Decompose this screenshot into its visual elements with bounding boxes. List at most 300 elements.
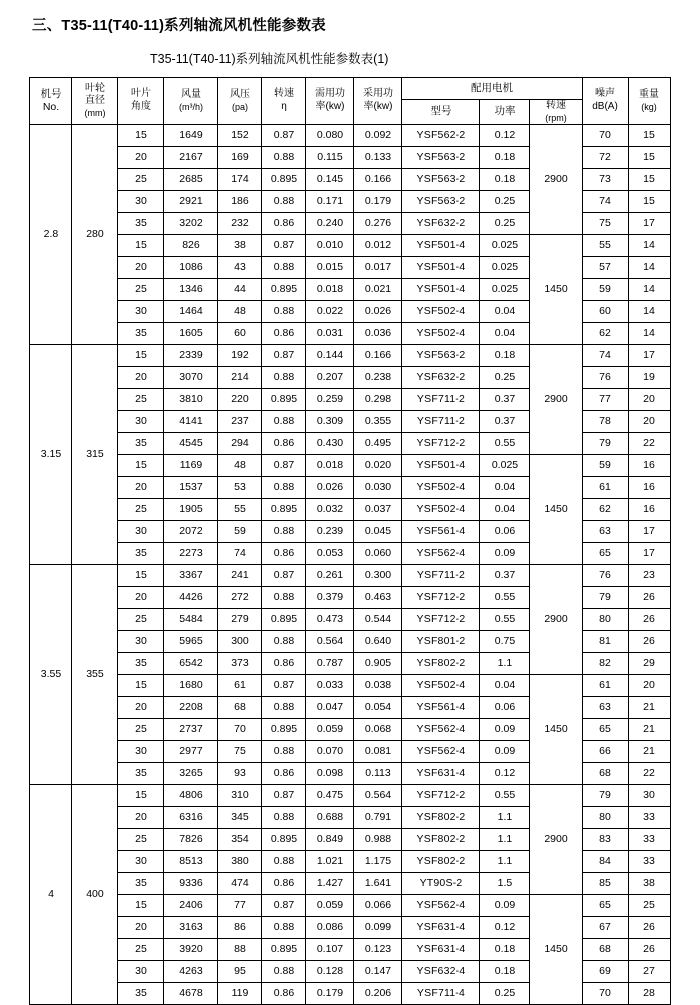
cell-motor-power: 0.04 (480, 498, 530, 520)
cell-required-power: 0.080 (306, 124, 354, 146)
cell-blade-angle: 15 (118, 564, 164, 586)
cell-pressure: 354 (218, 828, 262, 850)
cell-motor-model: YSF801-2 (402, 630, 480, 652)
cell-blade-angle: 25 (118, 608, 164, 630)
cell-motor-model: YSF562-4 (402, 740, 480, 762)
cell-noise: 82 (582, 652, 628, 674)
cell-noise: 63 (582, 696, 628, 718)
cell-efficiency: 0.87 (262, 234, 306, 256)
cell-adopted-power: 0.179 (354, 190, 402, 212)
cell-noise: 73 (582, 168, 628, 190)
cell-pressure: 53 (218, 476, 262, 498)
cell-noise: 68 (582, 762, 628, 784)
cell-flow: 5484 (164, 608, 218, 630)
cell-blade-angle: 30 (118, 520, 164, 542)
header-motor-model: 型号 (402, 100, 480, 125)
cell-blade-angle: 35 (118, 872, 164, 894)
cell-noise: 63 (582, 520, 628, 542)
cell-adopted-power: 0.113 (354, 762, 402, 784)
header-blade-angle-line1: 叶片 (130, 88, 151, 100)
cell-flow: 3367 (164, 564, 218, 586)
cell-weight: 26 (628, 608, 670, 630)
cell-noise: 74 (582, 190, 628, 212)
cell-pressure: 186 (218, 190, 262, 212)
cell-pressure: 279 (218, 608, 262, 630)
cell-motor-power: 1.1 (480, 828, 530, 850)
cell-efficiency: 0.88 (262, 960, 306, 982)
cell-required-power: 0.379 (306, 586, 354, 608)
cell-motor-power: 0.18 (480, 938, 530, 960)
cell-motor-model: YSF501-4 (402, 454, 480, 476)
cell-required-power: 0.070 (306, 740, 354, 762)
cell-weight: 33 (628, 806, 670, 828)
cell-adopted-power: 0.036 (354, 322, 402, 344)
fan-performance-table (29, 77, 670, 1005)
cell-blade-angle: 30 (118, 630, 164, 652)
cell-motor-power: 0.04 (480, 322, 530, 344)
cell-adopted-power: 0.037 (354, 498, 402, 520)
cell-flow: 1680 (164, 674, 218, 696)
cell-weight: 33 (628, 828, 670, 850)
cell-required-power: 0.430 (306, 432, 354, 454)
cell-motor-power: 0.25 (480, 366, 530, 388)
table-header-row-1 (30, 78, 670, 100)
cell-motor-model: YSF632-2 (402, 366, 480, 388)
cell-motor-power: 0.04 (480, 476, 530, 498)
cell-motor-power: 0.025 (480, 234, 530, 256)
cell-flow: 1537 (164, 476, 218, 498)
cell-model-no: 3.15 (30, 344, 72, 564)
cell-motor-model: YSF502-4 (402, 476, 480, 498)
cell-pressure: 380 (218, 850, 262, 872)
cell-adopted-power: 0.038 (354, 674, 402, 696)
cell-required-power: 0.098 (306, 762, 354, 784)
cell-efficiency: 0.895 (262, 498, 306, 520)
cell-blade-angle: 30 (118, 190, 164, 212)
cell-motor-power: 0.25 (480, 982, 530, 1004)
header-pressure (218, 78, 262, 125)
cell-adopted-power: 0.092 (354, 124, 402, 146)
cell-flow: 1905 (164, 498, 218, 520)
cell-blade-angle: 30 (118, 850, 164, 872)
table-row (30, 564, 670, 586)
cell-motor-model: YSF631-4 (402, 938, 480, 960)
cell-noise: 60 (582, 300, 628, 322)
cell-pressure: 232 (218, 212, 262, 234)
cell-required-power: 0.128 (306, 960, 354, 982)
cell-flow: 1346 (164, 278, 218, 300)
cell-flow: 2737 (164, 718, 218, 740)
cell-blade-angle: 25 (118, 388, 164, 410)
table-row (30, 674, 670, 696)
cell-motor-rpm: 1450 (530, 234, 582, 344)
cell-required-power: 0.144 (306, 344, 354, 366)
table-row (30, 784, 670, 806)
cell-weight: 22 (628, 762, 670, 784)
cell-weight: 19 (628, 366, 670, 388)
cell-motor-power: 1.1 (480, 806, 530, 828)
cell-noise: 65 (582, 542, 628, 564)
cell-weight: 29 (628, 652, 670, 674)
cell-flow: 2977 (164, 740, 218, 762)
cell-motor-model: YSF631-4 (402, 916, 480, 938)
cell-motor-model: YSF802-2 (402, 828, 480, 850)
cell-motor-power: 0.55 (480, 608, 530, 630)
header-model-no-line1: 机号 (40, 87, 62, 100)
cell-pressure: 241 (218, 564, 262, 586)
cell-motor-model: YSF631-4 (402, 762, 480, 784)
cell-efficiency: 0.88 (262, 740, 306, 762)
cell-required-power: 0.259 (306, 388, 354, 410)
cell-weight: 20 (628, 388, 670, 410)
cell-efficiency: 0.88 (262, 850, 306, 872)
cell-adopted-power: 0.463 (354, 586, 402, 608)
cell-noise: 62 (582, 498, 628, 520)
cell-flow: 2208 (164, 696, 218, 718)
cell-required-power: 0.107 (306, 938, 354, 960)
cell-pressure: 38 (218, 234, 262, 256)
cell-noise: 67 (582, 916, 628, 938)
cell-noise: 76 (582, 564, 628, 586)
table-row (30, 454, 670, 476)
cell-efficiency: 0.88 (262, 586, 306, 608)
cell-weight: 15 (628, 124, 670, 146)
cell-pressure: 345 (218, 806, 262, 828)
cell-weight: 23 (628, 564, 670, 586)
cell-weight: 38 (628, 872, 670, 894)
cell-efficiency: 0.86 (262, 982, 306, 1004)
cell-blade-angle: 35 (118, 652, 164, 674)
cell-efficiency: 0.88 (262, 476, 306, 498)
cell-blade-angle: 30 (118, 300, 164, 322)
cell-weight: 14 (628, 322, 670, 344)
cell-efficiency: 0.88 (262, 190, 306, 212)
cell-noise: 83 (582, 828, 628, 850)
cell-adopted-power: 0.021 (354, 278, 402, 300)
cell-weight: 21 (628, 718, 670, 740)
cell-motor-power: 1.1 (480, 850, 530, 872)
cell-efficiency: 0.895 (262, 828, 306, 850)
cell-motor-model: YSF501-4 (402, 256, 480, 278)
cell-adopted-power: 0.066 (354, 894, 402, 916)
cell-adopted-power: 0.495 (354, 432, 402, 454)
cell-motor-power: 0.025 (480, 278, 530, 300)
header-efficiency (262, 78, 306, 125)
header-impeller-diameter-line2: 直径 (84, 95, 105, 107)
cell-blade-angle: 25 (118, 168, 164, 190)
header-motor-group: 配用电机 (402, 78, 582, 100)
cell-weight: 14 (628, 300, 670, 322)
cell-flow: 6542 (164, 652, 218, 674)
cell-pressure: 310 (218, 784, 262, 806)
cell-efficiency: 0.895 (262, 938, 306, 960)
cell-pressure: 214 (218, 366, 262, 388)
cell-pressure: 55 (218, 498, 262, 520)
cell-adopted-power: 0.298 (354, 388, 402, 410)
cell-weight: 14 (628, 234, 670, 256)
cell-weight: 25 (628, 894, 670, 916)
cell-noise: 77 (582, 388, 628, 410)
cell-motor-model: YSF802-2 (402, 806, 480, 828)
cell-adopted-power: 0.166 (354, 344, 402, 366)
cell-noise: 85 (582, 872, 628, 894)
cell-noise: 80 (582, 608, 628, 630)
cell-model-no: 2.8 (30, 124, 72, 344)
cell-adopted-power: 0.206 (354, 982, 402, 1004)
cell-noise: 61 (582, 674, 628, 696)
cell-adopted-power: 0.054 (354, 696, 402, 718)
cell-required-power: 0.240 (306, 212, 354, 234)
cell-blade-angle: 15 (118, 674, 164, 696)
cell-impeller-diameter: 315 (72, 344, 118, 564)
cell-required-power: 0.239 (306, 520, 354, 542)
cell-pressure: 61 (218, 674, 262, 696)
cell-motor-model: YSF501-4 (402, 278, 480, 300)
cell-flow: 2339 (164, 344, 218, 366)
cell-motor-power: 0.55 (480, 586, 530, 608)
cell-required-power: 0.015 (306, 256, 354, 278)
cell-pressure: 93 (218, 762, 262, 784)
cell-flow: 3163 (164, 916, 218, 938)
cell-pressure: 74 (218, 542, 262, 564)
cell-pressure: 60 (218, 322, 262, 344)
cell-impeller-diameter: 280 (72, 124, 118, 344)
cell-weight: 26 (628, 938, 670, 960)
cell-blade-angle: 15 (118, 894, 164, 916)
cell-pressure: 43 (218, 256, 262, 278)
header-adopted-power (354, 78, 402, 125)
cell-flow: 4806 (164, 784, 218, 806)
cell-required-power: 0.032 (306, 498, 354, 520)
cell-motor-power: 0.025 (480, 256, 530, 278)
cell-efficiency: 0.86 (262, 212, 306, 234)
cell-noise: 59 (582, 454, 628, 476)
cell-efficiency: 0.86 (262, 322, 306, 344)
cell-motor-model: YSF562-4 (402, 894, 480, 916)
cell-adopted-power: 0.166 (354, 168, 402, 190)
cell-required-power: 0.115 (306, 146, 354, 168)
header-noise-label: 噪声 (595, 88, 615, 100)
cell-pressure: 59 (218, 520, 262, 542)
cell-flow: 2072 (164, 520, 218, 542)
cell-adopted-power: 0.300 (354, 564, 402, 586)
cell-weight: 26 (628, 586, 670, 608)
header-pressure-unit: (pa) (231, 101, 248, 112)
cell-required-power: 0.033 (306, 674, 354, 696)
cell-noise: 79 (582, 586, 628, 608)
header-flow-label: 风量 (180, 89, 201, 100)
cell-impeller-diameter: 355 (72, 564, 118, 784)
cell-motor-model: YSF802-2 (402, 652, 480, 674)
cell-flow: 2273 (164, 542, 218, 564)
cell-efficiency: 0.87 (262, 454, 306, 476)
cell-blade-angle: 30 (118, 410, 164, 432)
header-model-no (30, 78, 72, 125)
cell-noise: 68 (582, 938, 628, 960)
cell-blade-angle: 20 (118, 586, 164, 608)
table-row (30, 234, 670, 256)
cell-blade-angle: 20 (118, 696, 164, 718)
cell-blade-angle: 20 (118, 256, 164, 278)
cell-required-power: 0.059 (306, 894, 354, 916)
cell-blade-angle: 15 (118, 234, 164, 256)
cell-noise: 75 (582, 212, 628, 234)
cell-adopted-power: 0.068 (354, 718, 402, 740)
cell-adopted-power: 0.640 (354, 630, 402, 652)
cell-blade-angle: 35 (118, 762, 164, 784)
cell-motor-power: 0.37 (480, 388, 530, 410)
cell-motor-power: 0.06 (480, 520, 530, 542)
cell-model-no: 3.55 (30, 564, 72, 784)
cell-weight: 26 (628, 916, 670, 938)
cell-weight: 16 (628, 454, 670, 476)
cell-pressure: 75 (218, 740, 262, 762)
cell-motor-power: 0.09 (480, 718, 530, 740)
cell-blade-angle: 35 (118, 432, 164, 454)
cell-weight: 14 (628, 256, 670, 278)
cell-pressure: 294 (218, 432, 262, 454)
cell-motor-model: YSF562-4 (402, 718, 480, 740)
cell-weight: 17 (628, 542, 670, 564)
cell-noise: 70 (582, 982, 628, 1004)
cell-pressure: 474 (218, 872, 262, 894)
cell-adopted-power: 0.081 (354, 740, 402, 762)
cell-flow: 826 (164, 234, 218, 256)
cell-weight: 15 (628, 146, 670, 168)
cell-flow: 1605 (164, 322, 218, 344)
cell-required-power: 0.207 (306, 366, 354, 388)
cell-required-power: 1.021 (306, 850, 354, 872)
cell-efficiency: 0.87 (262, 674, 306, 696)
cell-motor-model: YSF562-2 (402, 124, 480, 146)
cell-efficiency: 0.86 (262, 762, 306, 784)
cell-blade-angle: 20 (118, 476, 164, 498)
cell-noise: 62 (582, 322, 628, 344)
cell-motor-rpm: 2900 (530, 124, 582, 234)
cell-motor-model: YSF502-4 (402, 498, 480, 520)
cell-weight: 21 (628, 740, 670, 762)
cell-motor-model: YSF632-4 (402, 960, 480, 982)
cell-pressure: 70 (218, 718, 262, 740)
header-blade-angle-line2: 角度 (130, 100, 151, 112)
cell-motor-rpm: 2900 (530, 564, 582, 674)
cell-motor-power: 1.5 (480, 872, 530, 894)
cell-noise: 66 (582, 740, 628, 762)
cell-required-power: 0.086 (306, 916, 354, 938)
cell-required-power: 0.688 (306, 806, 354, 828)
cell-weight: 17 (628, 344, 670, 366)
cell-noise: 80 (582, 806, 628, 828)
cell-motor-power: 0.04 (480, 300, 530, 322)
cell-efficiency: 0.895 (262, 168, 306, 190)
cell-flow: 9336 (164, 872, 218, 894)
cell-flow: 1086 (164, 256, 218, 278)
cell-flow: 3920 (164, 938, 218, 960)
cell-required-power: 1.427 (306, 872, 354, 894)
cell-motor-power: 0.18 (480, 960, 530, 982)
cell-pressure: 272 (218, 586, 262, 608)
cell-required-power: 0.010 (306, 234, 354, 256)
header-motor-rpm (530, 100, 582, 125)
cell-blade-angle: 30 (118, 740, 164, 762)
cell-motor-model: YSF502-4 (402, 674, 480, 696)
cell-flow: 4678 (164, 982, 218, 1004)
cell-adopted-power: 0.020 (354, 454, 402, 476)
cell-noise: 57 (582, 256, 628, 278)
table-caption: T35-11(T40-11)系列轴流风机性能参数表(1) (150, 52, 389, 66)
cell-flow: 1464 (164, 300, 218, 322)
cell-adopted-power: 0.017 (354, 256, 402, 278)
cell-required-power: 0.145 (306, 168, 354, 190)
cell-required-power: 0.473 (306, 608, 354, 630)
header-weight-label: 重量 (639, 89, 659, 100)
header-blade-angle (118, 78, 164, 125)
cell-required-power: 0.031 (306, 322, 354, 344)
cell-blade-angle: 15 (118, 344, 164, 366)
cell-adopted-power: 0.045 (354, 520, 402, 542)
cell-motor-rpm: 2900 (530, 784, 582, 894)
cell-pressure: 95 (218, 960, 262, 982)
cell-efficiency: 0.87 (262, 784, 306, 806)
cell-adopted-power: 0.988 (354, 828, 402, 850)
cell-weight: 33 (628, 850, 670, 872)
cell-motor-model: YSF802-2 (402, 850, 480, 872)
cell-adopted-power: 0.791 (354, 806, 402, 828)
cell-blade-angle: 25 (118, 828, 164, 850)
cell-pressure: 88 (218, 938, 262, 960)
cell-flow: 2921 (164, 190, 218, 212)
cell-motor-power: 0.09 (480, 894, 530, 916)
cell-pressure: 119 (218, 982, 262, 1004)
cell-required-power: 0.309 (306, 410, 354, 432)
cell-adopted-power: 1.641 (354, 872, 402, 894)
cell-motor-power: 0.12 (480, 124, 530, 146)
cell-pressure: 174 (218, 168, 262, 190)
cell-adopted-power: 0.060 (354, 542, 402, 564)
cell-efficiency: 0.87 (262, 564, 306, 586)
cell-noise: 55 (582, 234, 628, 256)
cell-noise: 61 (582, 476, 628, 498)
cell-weight: 22 (628, 432, 670, 454)
cell-noise: 70 (582, 124, 628, 146)
cell-noise: 74 (582, 344, 628, 366)
cell-adopted-power: 0.012 (354, 234, 402, 256)
cell-pressure: 192 (218, 344, 262, 366)
cell-weight: 16 (628, 476, 670, 498)
cell-noise: 81 (582, 630, 628, 652)
cell-efficiency: 0.895 (262, 608, 306, 630)
cell-flow: 1649 (164, 124, 218, 146)
header-motor-rpm-unit: (rpm) (545, 112, 567, 123)
cell-motor-power: 0.37 (480, 410, 530, 432)
table-row (30, 344, 670, 366)
cell-flow: 2685 (164, 168, 218, 190)
cell-blade-angle: 20 (118, 366, 164, 388)
cell-flow: 4263 (164, 960, 218, 982)
cell-pressure: 68 (218, 696, 262, 718)
cell-efficiency: 0.86 (262, 652, 306, 674)
cell-weight: 28 (628, 982, 670, 1004)
cell-efficiency: 0.88 (262, 256, 306, 278)
cell-motor-model: YT90S-2 (402, 872, 480, 894)
cell-blade-angle: 25 (118, 278, 164, 300)
cell-flow: 6316 (164, 806, 218, 828)
cell-required-power: 0.022 (306, 300, 354, 322)
cell-efficiency: 0.88 (262, 916, 306, 938)
cell-motor-power: 0.18 (480, 344, 530, 366)
cell-adopted-power: 0.238 (354, 366, 402, 388)
cell-efficiency: 0.88 (262, 300, 306, 322)
